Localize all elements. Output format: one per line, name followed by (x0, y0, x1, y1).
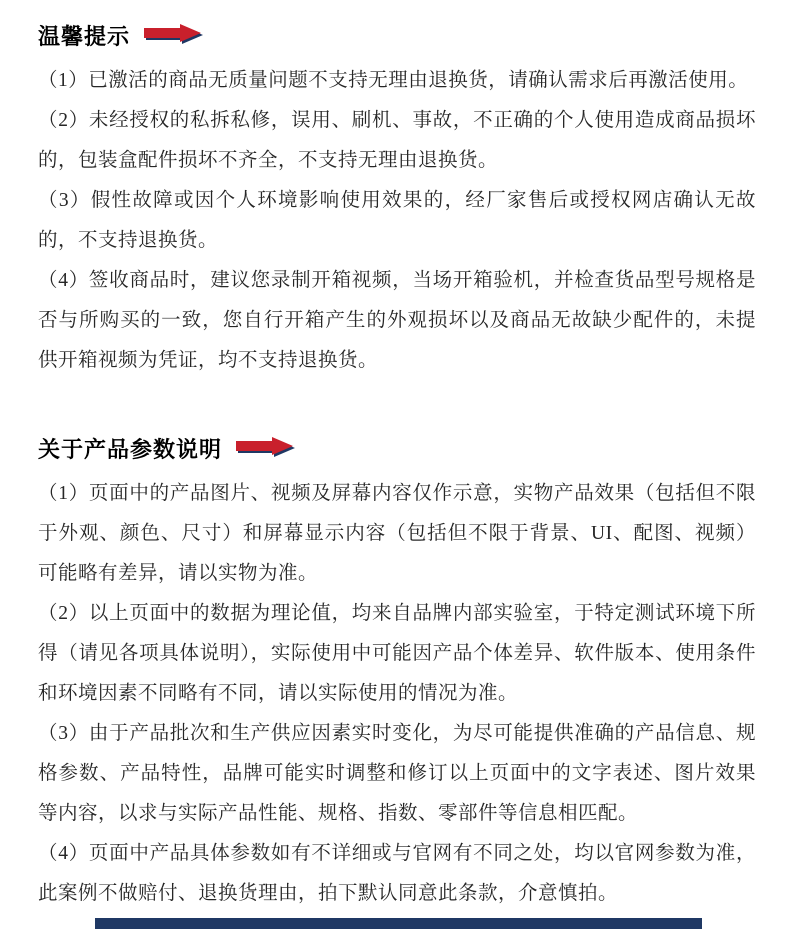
warm-tips-heading: 温馨提示 (38, 24, 131, 49)
footer-divider-bar (95, 918, 702, 929)
warm-tips-paragraph-2: （2）未经授权的私拆私修，误用、刷机、事故，不正确的个人使用造成商品损坏的，包装盒配件损坏不齐全，不支持无理由退换货。 (38, 110, 756, 171)
product-params-paragraph-2: （2）以上页面中的数据为理论值，均来自品牌内部实验室，于特定测试环境下所得（请见各项具体说明），实际使用中可能因产品个体差异、软件版本、使用条件和环境因素不同略有不同，请以实际使用的情况为准。 (38, 603, 756, 704)
warm-tips-paragraph-4: （4）签收商品时，建议您录制开箱视频，当场开箱验机，并检查货品型号规格是否与所购买的一致，您自行开箱产生的外观损坏以及商品无故缺少配件的，未提供开箱视频为凭证，均不支持退换货。 (38, 270, 756, 371)
warm-tips-paragraph-1: （1）已激活的商品无质量问题不支持无理由退换货，请确认需求后再激活使用。 (38, 70, 749, 91)
product-params-paragraph-3: （3）由于产品批次和生产供应因素实时变化，为尽可能提供准确的产品信息、规格参数、产品特性，品牌可能实时调整和修订以上页面中的文字表述、图片效果等内容，以求与实际产品性能、规格、指数、零部件等信息相匹配。 (38, 723, 756, 824)
product-params-paragraph-4: （4）页面中产品具体参数如有不详细或与官网有不同之处，均以官网参数为准，此案例不做赔付、退换货理由，拍下默认同意此条款，介意慎拍。 (38, 843, 756, 904)
red-arrow-icon (236, 436, 294, 461)
section-warm-tips (38, 20, 756, 381)
warm-tips-heading-row (38, 20, 756, 51)
warm-tips-paragraph-3: （3）假性故障或因个人环境影响使用效果的，经厂家售后或授权网店确认无故的，不支持退换货。 (38, 190, 756, 251)
product-params-heading: 关于产品参数说明 (38, 437, 223, 462)
product-params-heading-row (38, 433, 756, 464)
section-product-params (38, 433, 756, 914)
product-params-paragraph-1: （1）页面中的产品图片、视频及屏幕内容仅作示意，实物产品效果（包括但不限于外观、颜色、尺寸）和屏幕显示内容（包括但不限于背景、UI、配图、视频）可能略有差异，请以实物为准。 (38, 483, 756, 584)
red-arrow-icon (144, 23, 202, 48)
